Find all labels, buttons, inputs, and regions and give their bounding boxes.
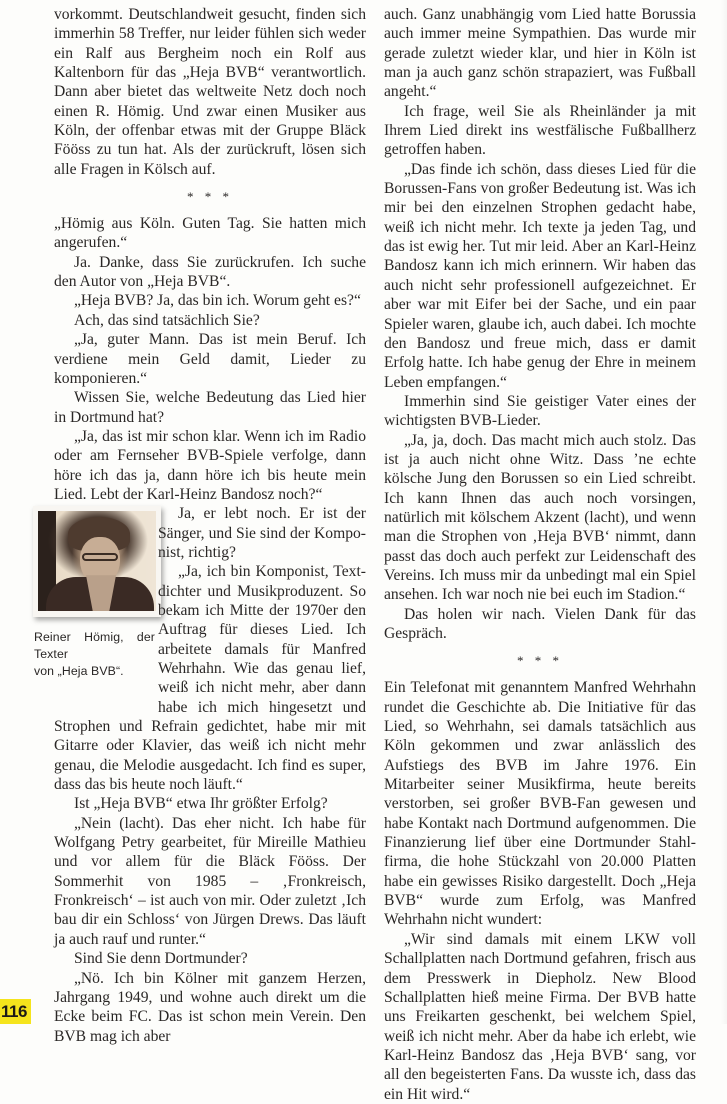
paragraph: auch. Ganz unabhängig vom Lied hatte Borussia auch immer meine Sympathien. Das wurde mir gerade zuletzt wieder klar, und hier in Köln ist man ja auch ganz schön strapaziert, was Fußball angeht.“ [384,6,696,101]
paragraph: „Ja, ja, doch. Das macht mich auch stolz. Das ist ja auch nicht ohne Witz. Dass ’ne echte kölsche Jung den Borussen so ein Lied schreibt. Ich kann Ihnen das auch noch vorsingen, natürlich mit kölschem Akzent (lacht), und wenn man die Strophen von ‚Heja BVB‘ nimmt, dann passt das doch auch perfekt zur Leidenschaft des Vereins. Ich muss mir da unbedingt mal ein Spiel ansehen. Ich war noch nie bei euch im Stadion.“ [384,431,696,604]
section-separator: * * * [187,189,233,205]
photo-frame [33,506,161,617]
paragraph: Ich frage, weil Sie als Rheinländer ja mit Ihrem Lied direkt ins westfälische Fußballherz getroffen haben. [384,102,696,159]
photo-glasses [82,553,118,561]
paragraph: Ach, das sind tatsächlich Sie? [74,311,260,329]
photo-wrap [34,504,366,794]
paragraph: „Heja BVB? Ja, das bin ich. Worum geht es?“ [74,292,361,310]
paragraph: „Wir sind damals mit einem LKW voll Schallplatten nach Dortmund gefahren, frisch aus dem Presswerk in Diepholz. New Blood Schallplatten hieß meine Firma. Der BVB hatte uns Freikarten geschenkt, bei welchem Spiel, weiß ich nicht mehr. Aber da habe ich erlebt, wie Karl-Heinz Bandosz das ‚Heja BVB‘ sang, vor all den begeisterten Fans. Da wusste ich, dass das ein Hit wird.“ [384,930,696,1103]
right-column [384,5,696,1104]
paragraph: „Nö. Ich bin Kölner mit ganzem Herzen, Jahrgang 1949, und wohne auch direkt um die Ecke beim FC. Das ist schon mein Verein. Den BVB mag ich aber [54,969,366,1045]
photo-caption [34,629,155,680]
page-edge-shadow [721,0,727,1024]
paragraph: Ja. Danke, dass Sie zurückrufen. Ich suche den Autor von „Heja BVB“. [54,253,366,291]
caption-line: von „Heja BVB“. [34,664,124,679]
paragraph: „Ja, ich bin Komponist, Textdichter und Musikproduzent. So bekam ich Mitte der 1970er den Auftrag für dieses Lied. Ich arbeitete damals für Manfred Wehrhahn. Wie das genau lief, weiß ich nicht mehr, aber dann habe ich mich hingesetzt und Strophen und Refrain gedichtet, habe mir mit Gitarre oder Klavier, das weiß ich nicht mehr genau, die Melodie ausgedacht. Ich find es super, dass das bis heute noch läuft.“ [54,563,366,794]
section-separator: * * * [517,653,563,669]
paragraph: „Ja, guter Mann. Das ist mein Beruf. Ich verdiene mein Geld damit, Lieder zu komponieren.“ [54,331,366,387]
paragraph: „Das finde ich schön, dass dieses Lied für die Borussen-Fans von großer Bedeutung ist. Was ich mir bei den einzelnen Strophen gedacht habe, weiß ich nicht mehr. Ich texte ja jeden Tag, und das ist ewig her. Tut mir leid. Aber an Karl-Heinz Bandosz kann ich mich erinnern. Wir haben das auch nicht sehr professionell aufgezeichnet. Er aber war mit Eifer bei der Sache, und ein paar Spieler waren, glaube ich, auch dabei. Ich mochte den Bandosz und freue mich, dass er damit Erfolg hatte. Ich habe genug der Ehre in meinem Leben empfangen.“ [384,160,696,391]
paragraph: Ein Telefonat mit genanntem Manfred Wehrhahn rundet die Geschichte ab. Die Initiative für das Lied, so Wehrhahn, sei damals tatsächlich aus Köln gekommen und zwar anlässlich des Aufstiegs des BVB im Jahre 1976. Ein Mitarbeiter seiner Musikfirma, heute bereits verstorben, sei großer BVB-Fan gewesen und habe Kontakt nach Dortmund aufgenommen. Die Finanzierung lief über eine Dortmunder Stahlfirma, die hohe Stückzahl von 20.000 Platten habe ein gewisses Risiko dargestellt. Doch „Heja BVB“ wurde zum Erfolg, was Manfred Wehrhahn nicht wundert: [384,679,696,929]
paragraph: Das holen wir nach. Vielen Dank für das Gespräch. [384,605,696,642]
left-column [34,5,366,1046]
portrait-photo [38,511,156,611]
paragraph: Wissen Sie, welche Bedeutung das Lied hier in Dortmund hat? [54,389,366,426]
paragraph: vorkommt. Deutschlandweit gesucht, finden sich immerhin 58 Treffer, nur leider fühlen sich weder ein Ralf aus Bergheim noch ein Rolf aus Kaltenborn für das „Heja BVB“ verantwortlich. Dann aber bietet das weltweite Netz doch noch einen R. Hömig. Und zwar einen Musiker aus Köln, der offenbar etwas mit der Gruppe Bläck Fööss zu tun hat. Als der zurückruft, lösen sich alle Fragen in Kölsch auf. [54,6,366,178]
paragraph: „Nein (lacht). Das eher nicht. Ich habe für Wolfgang Petry gearbeitet, für Mireille Mathieu und vor allem für die Bläck Fööss. Der Sommerhit von 1985 – ‚Fronkreisch, Fronkreisch‘ – ist auch von mir. Oder zuletzt ‚Ich bau dir ein Schloss‘ von Jürgen Drews. Das läuft ja auch rauf und runter.“ [54,814,366,948]
paragraph: „Ja, das ist mir schon klar. Wenn ich im Radio oder am Fernseher BVB-Spiele verfolge, dann höre ich das ja, dann höre ich bis heute mein Lied. Lebt der Karl-Heinz Bandosz noch?“ [54,427,366,503]
page-number: 116 [0,999,31,1024]
caption-line: Reiner Hömig, der Texter [34,630,155,662]
paragraph: „Hömig aus Köln. Guten Tag. Sie hatten mich angerufen.“ [54,215,366,252]
paragraph: Sind Sie denn Dortmunder? [74,950,248,968]
paragraph: Ja, er lebt noch. Er ist der Sänger, und Sie sind der Komponist, richtig? [158,505,366,561]
paragraph: Immerhin sind Sie geistiger Vater eines der wichtigsten BVB-Lieder. [384,392,696,430]
paragraph: Ist „Heja BVB“ etwa Ihr größter Erfolg? [74,795,328,813]
photo-figure [0,506,155,708]
